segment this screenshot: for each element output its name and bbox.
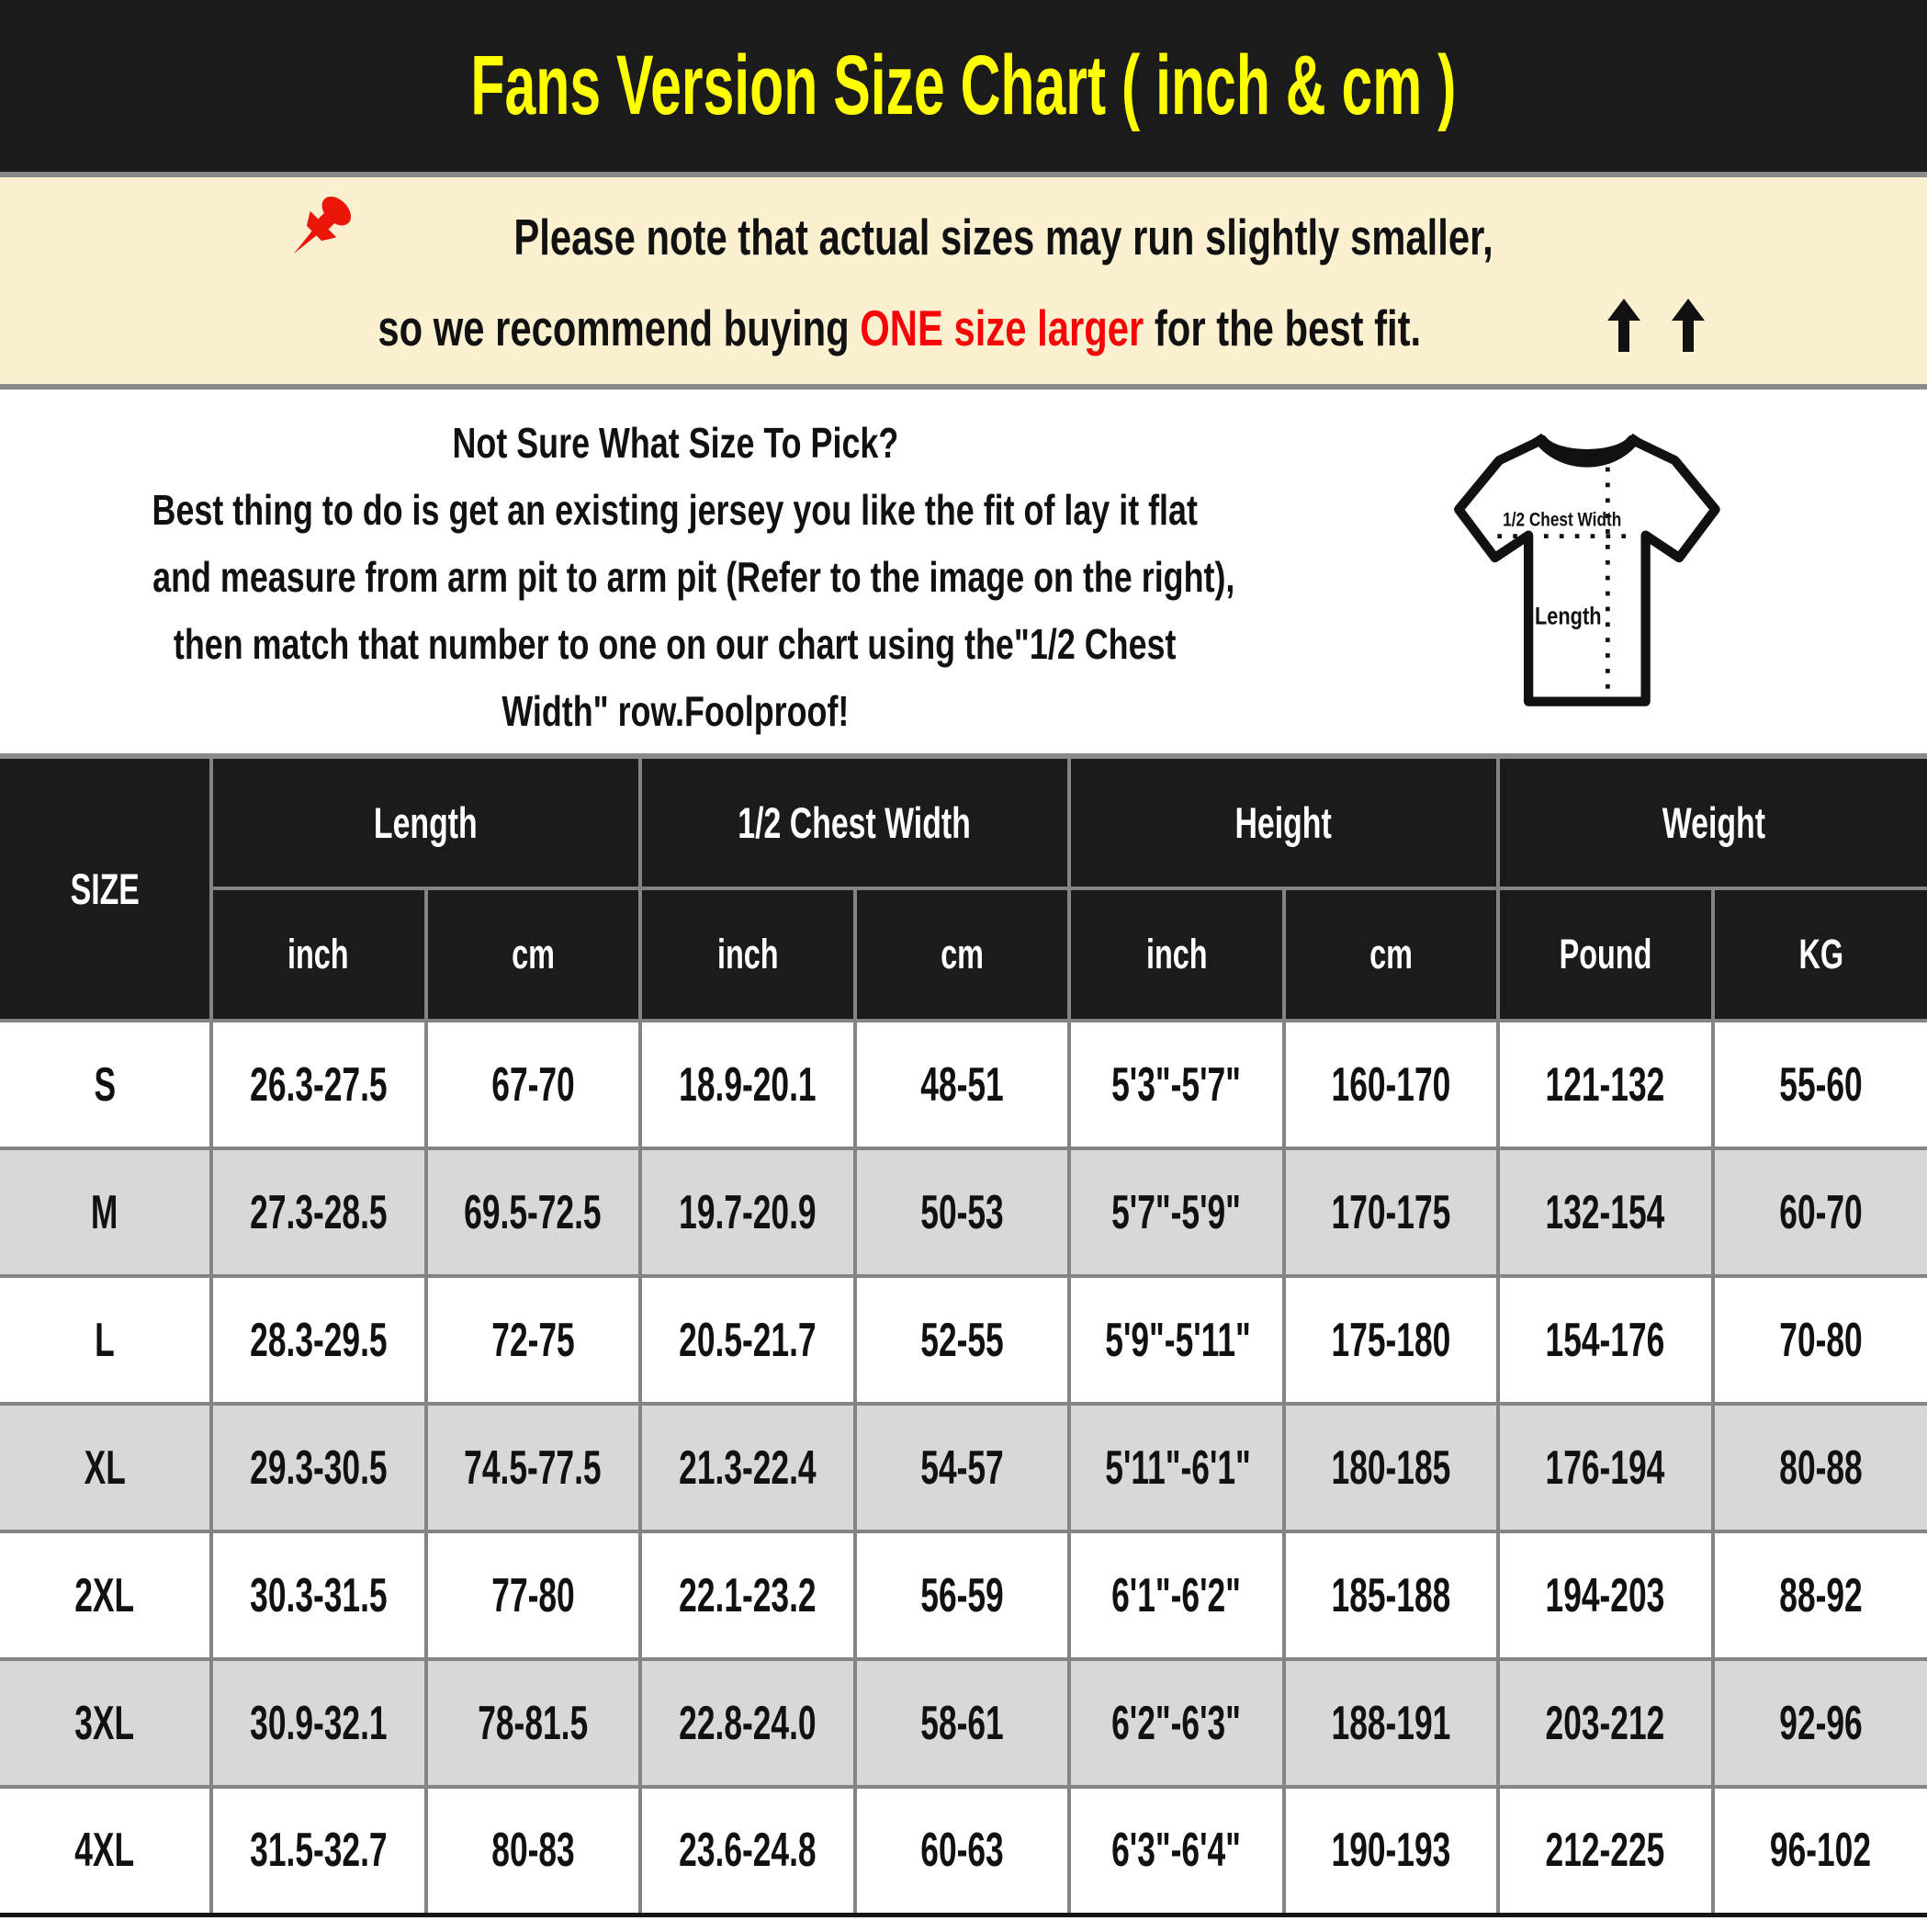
value-cell: 21.3-22.4 — [640, 1404, 855, 1531]
guide-line-2-text: and measure from arm pit to arm pit (Refer to the image on the right), — [152, 553, 1235, 601]
subheader-height-inch: inch — [1069, 888, 1284, 1021]
value-cell: 154-176 — [1498, 1276, 1713, 1404]
value-cell: 72-75 — [426, 1276, 641, 1404]
guide-line-1 — [0, 477, 1350, 544]
value-cell: 54-57 — [855, 1404, 1070, 1531]
note-line-2-after: for the best fit. — [1144, 299, 1421, 356]
value-cell: 55-60 — [1713, 1021, 1927, 1148]
note-banner — [0, 177, 1927, 384]
value-cell: 88-92 — [1713, 1531, 1927, 1659]
value-cell: 23.6-24.8 — [640, 1787, 855, 1915]
value-cell: 160-170 — [1284, 1021, 1499, 1148]
value-cell: 60-70 — [1713, 1148, 1927, 1276]
subheader-weight-pound: Pound — [1498, 888, 1713, 1021]
guide-line-2 — [0, 544, 1350, 611]
chest-width-label: 1/2 Chest Width — [1503, 508, 1622, 531]
size-cell: 4XL — [0, 1787, 211, 1915]
size-row-2xl — [0, 1531, 1927, 1659]
group-header-chest-width: 1/2 Chest Width — [640, 759, 1069, 888]
value-cell: 132-154 — [1498, 1148, 1713, 1276]
table-body — [0, 1021, 1927, 1915]
value-cell: 6'3"-6'4" — [1069, 1787, 1284, 1915]
size-row-xl — [0, 1404, 1927, 1531]
guide-section — [0, 390, 1927, 753]
value-cell: 28.3-29.5 — [211, 1276, 426, 1404]
size-row-m — [0, 1148, 1927, 1276]
value-cell: 31.5-32.7 — [211, 1787, 426, 1915]
value-cell: 170-175 — [1284, 1148, 1499, 1276]
value-cell: 6'1"-6'2" — [1069, 1531, 1284, 1659]
group-header-weight: Weight — [1498, 759, 1927, 888]
guide-heading: Not Sure What Size To Pick? — [452, 419, 898, 467]
value-cell: 27.3-28.5 — [211, 1148, 426, 1276]
size-cell: 3XL — [0, 1659, 211, 1787]
value-cell: 5'9"-5'11" — [1069, 1276, 1284, 1404]
guide-text — [0, 410, 1350, 745]
value-cell: 26.3-27.5 — [211, 1021, 426, 1148]
value-cell: 20.5-21.7 — [640, 1276, 855, 1404]
page-title: Fans Version Size Chart ( inch & cm ) — [470, 39, 1457, 132]
guide-line-4-text: Width" row.Foolproof! — [501, 687, 850, 735]
value-cell: 185-188 — [1284, 1531, 1499, 1659]
value-cell: 5'3"-5'7" — [1069, 1021, 1284, 1148]
subheader-chest-inch: inch — [640, 888, 855, 1021]
size-row-l — [0, 1276, 1927, 1404]
value-cell: 30.3-31.5 — [211, 1531, 426, 1659]
value-cell: 69.5-72.5 — [426, 1148, 641, 1276]
subheader-length-cm: cm — [426, 888, 641, 1021]
value-cell: 56-59 — [855, 1531, 1070, 1659]
value-cell: 29.3-30.5 — [211, 1404, 426, 1531]
value-cell: 52-55 — [855, 1276, 1070, 1404]
value-cell: 77-80 — [426, 1531, 641, 1659]
pushpin-icon — [278, 188, 359, 269]
table-header — [0, 759, 1927, 1021]
size-cell: L — [0, 1276, 211, 1404]
value-cell: 176-194 — [1498, 1404, 1713, 1531]
value-cell: 74.5-77.5 — [426, 1404, 641, 1531]
note-line-2 — [213, 299, 1715, 357]
group-header-length: Length — [211, 759, 640, 888]
value-cell: 19.7-20.9 — [640, 1148, 855, 1276]
title-bar — [0, 0, 1927, 172]
size-cell: 2XL — [0, 1531, 211, 1659]
value-cell: 50-53 — [855, 1148, 1070, 1276]
note-line-2-before: so we recommend buying — [378, 299, 861, 356]
one-size-larger-highlight: ONE size larger — [860, 299, 1144, 356]
size-table — [0, 759, 1927, 1917]
value-cell: 5'7"-5'9" — [1069, 1148, 1284, 1276]
value-cell: 175-180 — [1284, 1276, 1499, 1404]
value-cell: 96-102 — [1713, 1787, 1927, 1915]
value-cell: 6'2"-6'3" — [1069, 1659, 1284, 1787]
tshirt-outline — [1459, 440, 1715, 702]
group-header-row — [0, 759, 1927, 888]
up-arrows-icon — [1604, 299, 1714, 352]
subheader-chest-cm: cm — [855, 888, 1070, 1021]
group-header-height: Height — [1069, 759, 1498, 888]
unit-header-row — [0, 888, 1927, 1021]
note-line-2-text — [378, 299, 1421, 357]
value-cell: 67-70 — [426, 1021, 641, 1148]
value-cell: 92-96 — [1713, 1659, 1927, 1787]
size-row-4xl — [0, 1787, 1927, 1915]
value-cell: 48-51 — [855, 1021, 1070, 1148]
value-cell: 78-81.5 — [426, 1659, 641, 1787]
note-line-1 — [278, 205, 1648, 269]
value-cell: 80-88 — [1713, 1404, 1927, 1531]
guide-heading-line — [0, 410, 1350, 477]
size-row-3xl — [0, 1659, 1927, 1787]
size-cell: S — [0, 1021, 211, 1148]
guide-line-3 — [0, 611, 1350, 678]
value-cell: 190-193 — [1284, 1787, 1499, 1915]
size-cell: XL — [0, 1404, 211, 1531]
value-cell: 203-212 — [1498, 1659, 1713, 1787]
value-cell: 180-185 — [1284, 1404, 1499, 1531]
note-line-1-text: Please note that actual sizes may run slightly smaller, — [513, 208, 1494, 266]
guide-line-1-text: Best thing to do is get an existing jersey you like the fit of lay it flat — [152, 486, 1199, 534]
guide-line-3-text: then match that number to one on our chart using the"1/2 Chest — [174, 620, 1177, 668]
value-cell: 30.9-32.1 — [211, 1659, 426, 1787]
value-cell: 22.8-24.0 — [640, 1659, 855, 1787]
value-cell: 18.9-20.1 — [640, 1021, 855, 1148]
value-cell: 22.1-23.2 — [640, 1531, 855, 1659]
guide-line-4 — [0, 678, 1350, 745]
tshirt-diagram — [1448, 421, 1723, 724]
value-cell: 60-63 — [855, 1787, 1070, 1915]
value-cell: 58-61 — [855, 1659, 1070, 1787]
value-cell: 212-225 — [1498, 1787, 1713, 1915]
subheader-height-cm: cm — [1284, 888, 1499, 1021]
value-cell: 70-80 — [1713, 1276, 1927, 1404]
length-label: Length — [1535, 603, 1602, 630]
value-cell: 194-203 — [1498, 1531, 1713, 1659]
value-cell: 121-132 — [1498, 1021, 1713, 1148]
value-cell: 5'11"-6'1" — [1069, 1404, 1284, 1531]
subheader-length-inch: inch — [211, 888, 426, 1021]
subheader-weight-kg: KG — [1713, 888, 1927, 1021]
value-cell: 80-83 — [426, 1787, 641, 1915]
size-column-header: SIZE — [0, 759, 211, 1021]
value-cell: 188-191 — [1284, 1659, 1499, 1787]
size-row-s — [0, 1021, 1927, 1148]
size-cell: M — [0, 1148, 211, 1276]
